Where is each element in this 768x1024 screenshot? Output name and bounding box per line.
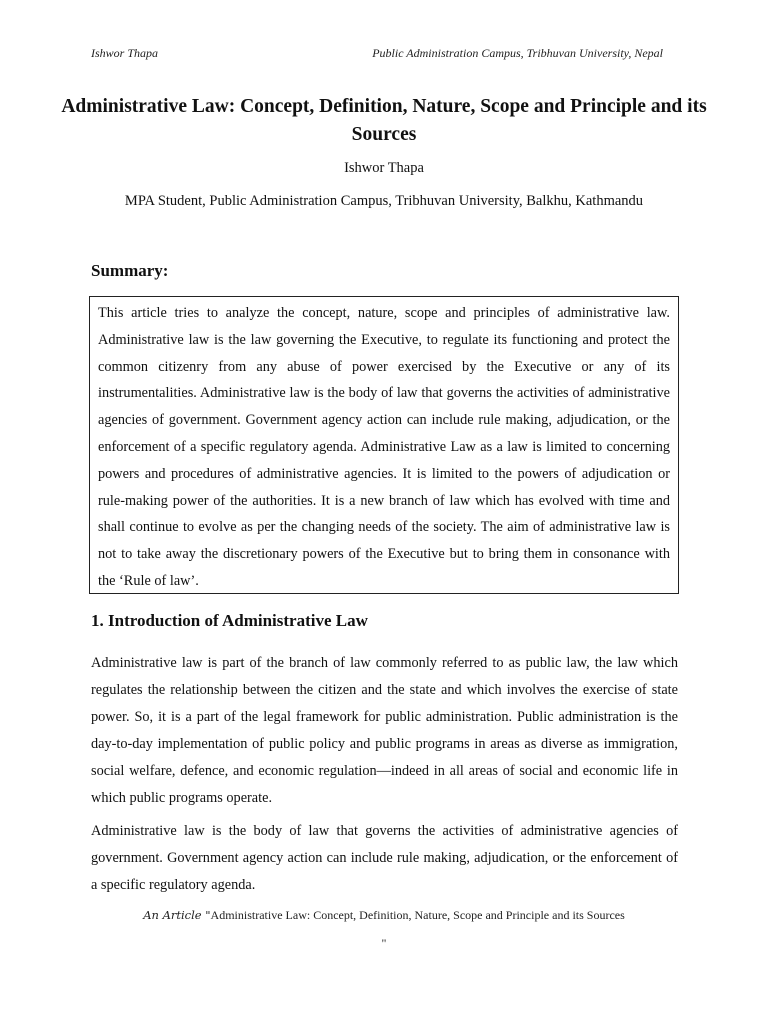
- summary-box: [89, 296, 679, 594]
- running-header-institution: Public Administration Campus, Tribhuvan University, Nepal: [372, 46, 663, 60]
- footer-article-title: Administrative Law: Concept, Definition, Nature, Scope and Principle and its Sources: [210, 908, 625, 922]
- section-heading-introduction: 1. Introduction of Administrative Law: [91, 611, 368, 630]
- paper-title: Administrative Law: Concept, Definition, Nature, Scope and Principle and its Sources: [61, 96, 707, 145]
- footer-closing-quote: ": [381, 936, 387, 950]
- footer-lead: An Article ": [143, 908, 211, 922]
- summary-heading: Summary:: [91, 261, 169, 280]
- summary-text: This article tries to analyze the concept, nature, scope and principles of administrative law. Administrative law is the law governing the Executive, to regulate its functioning and protect the common citizenry from any abuse of power exercised by the Executive or any of its instrumentalities. Administrative law is the body of law that governs the activities of administrative agencies of government. Government agency action can include rule making, adjudication, or the enforcement of a specific regulatory agenda. Administrative Law as a law is limited to concerning powers and procedures of administrative agencies. It is limited to the powers of adjudication or rule-making power of the authorities. It is a new branch of law which has evolved with time and shall continue to evolve as per the changing needs of the society. The aim of administrative law is not to take away the discretionary powers of the Executive but to bring them in consonance with the ‘Rule of law’.: [98, 305, 670, 589]
- intro-paragraph-2: Administrative law is the body of law that governs the activities of administrative agencies of government. Government agency action can include rule making, adjudication, or the enforcement of a specific regulatory agenda.: [91, 823, 678, 893]
- running-header: [91, 46, 663, 61]
- author-affiliation: MPA Student, Public Administration Campus, Tribhuvan University, Balkhu, Kathmandu: [124, 193, 644, 209]
- page-footer: [0, 908, 768, 923]
- intro-paragraph-1: Administrative law is part of the branch of law commonly referred to as public law, the law which regulates the relationship between the citizen and the state and which involves the exercise of state power. So, it is a part of the legal framework for public administration. Public administration is the day-to-day implementation of public policy and public programs in areas as diverse as immigration, social welfare, defence, and economic regulation—indeed in all areas of social and economic life in which public programs operate.: [91, 655, 678, 806]
- running-header-author: Ishwor Thapa: [91, 46, 159, 60]
- author-name: Ishwor Thapa: [344, 160, 424, 176]
